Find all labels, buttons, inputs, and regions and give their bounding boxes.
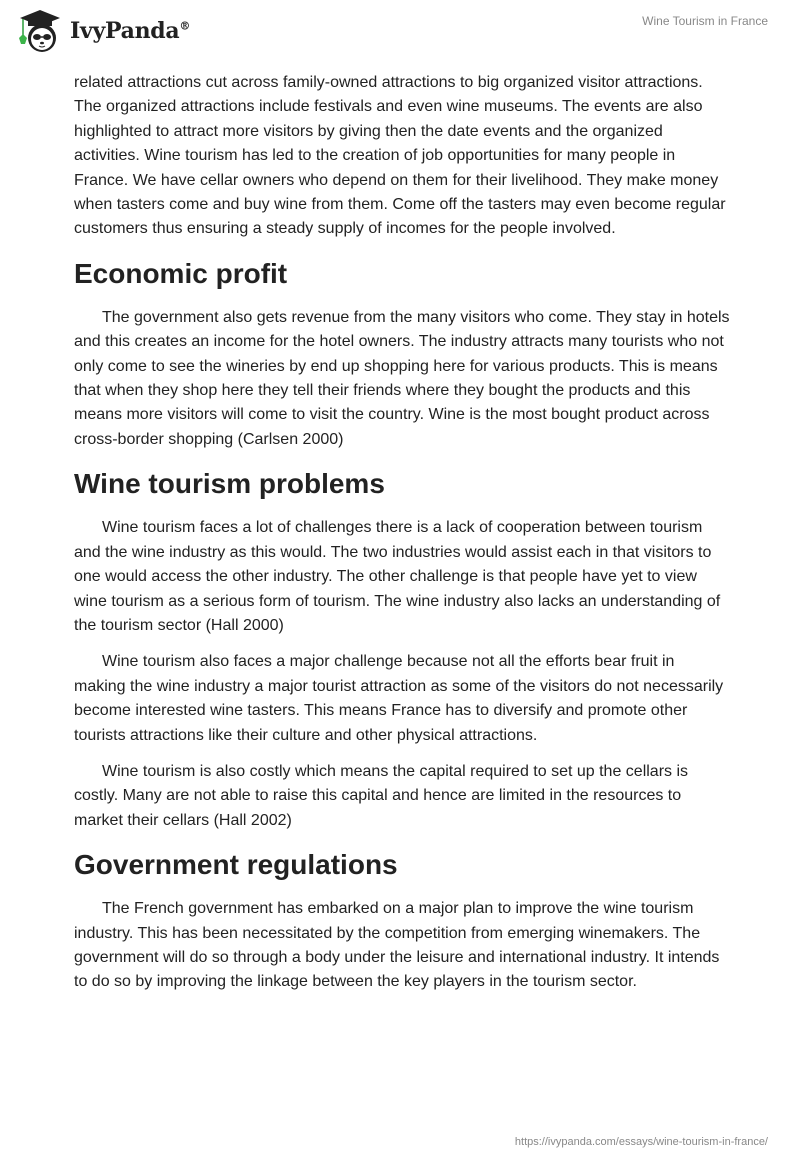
- brand-name: IvyPanda®: [70, 18, 191, 44]
- panda-graduate-icon: [18, 8, 62, 54]
- intro-paragraph: related attractions cut across family-owned attractions to big organized visitor attractions. The organized attractions include festivals and even wine museums. The events are also highlighted to attract more visitors by giving then the date events and the organized activities. Wine tourism has led to the creation of job opportunities for many people in France. We have cellar owners who depend on them for their livelihood. They make money when tasters come and buy wine from them. Come off the tasters may even become regular customers thus ensuring a steady supply of incomes for the people involved.: [74, 74, 726, 238]
- ivypanda-logo[interactable]: [18, 8, 190, 54]
- section-heading-wine-tourism-problems: Wine tourism problems: [74, 468, 385, 500]
- paragraph: The government also gets revenue from the many visitors who come. They stay in hotels and this creates an income for the hotel owners. The industry attracts many tourists who not only come to see the wineries by end up shopping here for various products. This is means that when they shop here they tell their friends where they bought the products and this means more visitors will come to visit the country. Wine is the most bought product across cross-border shopping (Carlsen 2000): [74, 308, 730, 448]
- essay-content: [74, 71, 730, 1007]
- paragraph: Wine tourism faces a lot of challenges there is a lack of cooperation between tourism and the wine industry as this would. The two industries would assist each in that visitors to one would access the other industry. The other challenge is that people have yet to view wine tourism as a serious form of tourism. The wine industry also lacks an understanding of the tourism sector (Hall 2000): [74, 519, 721, 634]
- section-heading-government-regulations: Government regulations: [74, 849, 398, 881]
- paragraph: The French government has embarked on a major plan to improve the wine tourism industry. This has been necessitated by the competition from emerging winemakers. The government will do so through a body under the leisure and international industry. It intends to do so by improving the linkage between the key players in the tourism sector.: [74, 900, 720, 991]
- source-url[interactable]: https://ivypanda.com/essays/wine-tourism-in-france/: [514, 1136, 768, 1148]
- document-title: Wine Tourism in France: [642, 14, 768, 28]
- page-header: [0, 0, 800, 64]
- paragraph: Wine tourism is also costly which means the capital required to set up the cellars is costly. Many are not able to raise this capital and hence are limited in the resources to market their cellars (Hall 2002): [74, 762, 689, 829]
- paragraph: Wine tourism also faces a major challenge because not all the efforts bear fruit in making the wine industry a major tourist attraction as some of the visitors do not necessarily become interested wine tasters. This means France has to diversify and promote other tourists attractions like their culture and other physical attractions.: [74, 653, 724, 744]
- section-heading-economic-profit: Economic profit: [74, 257, 288, 289]
